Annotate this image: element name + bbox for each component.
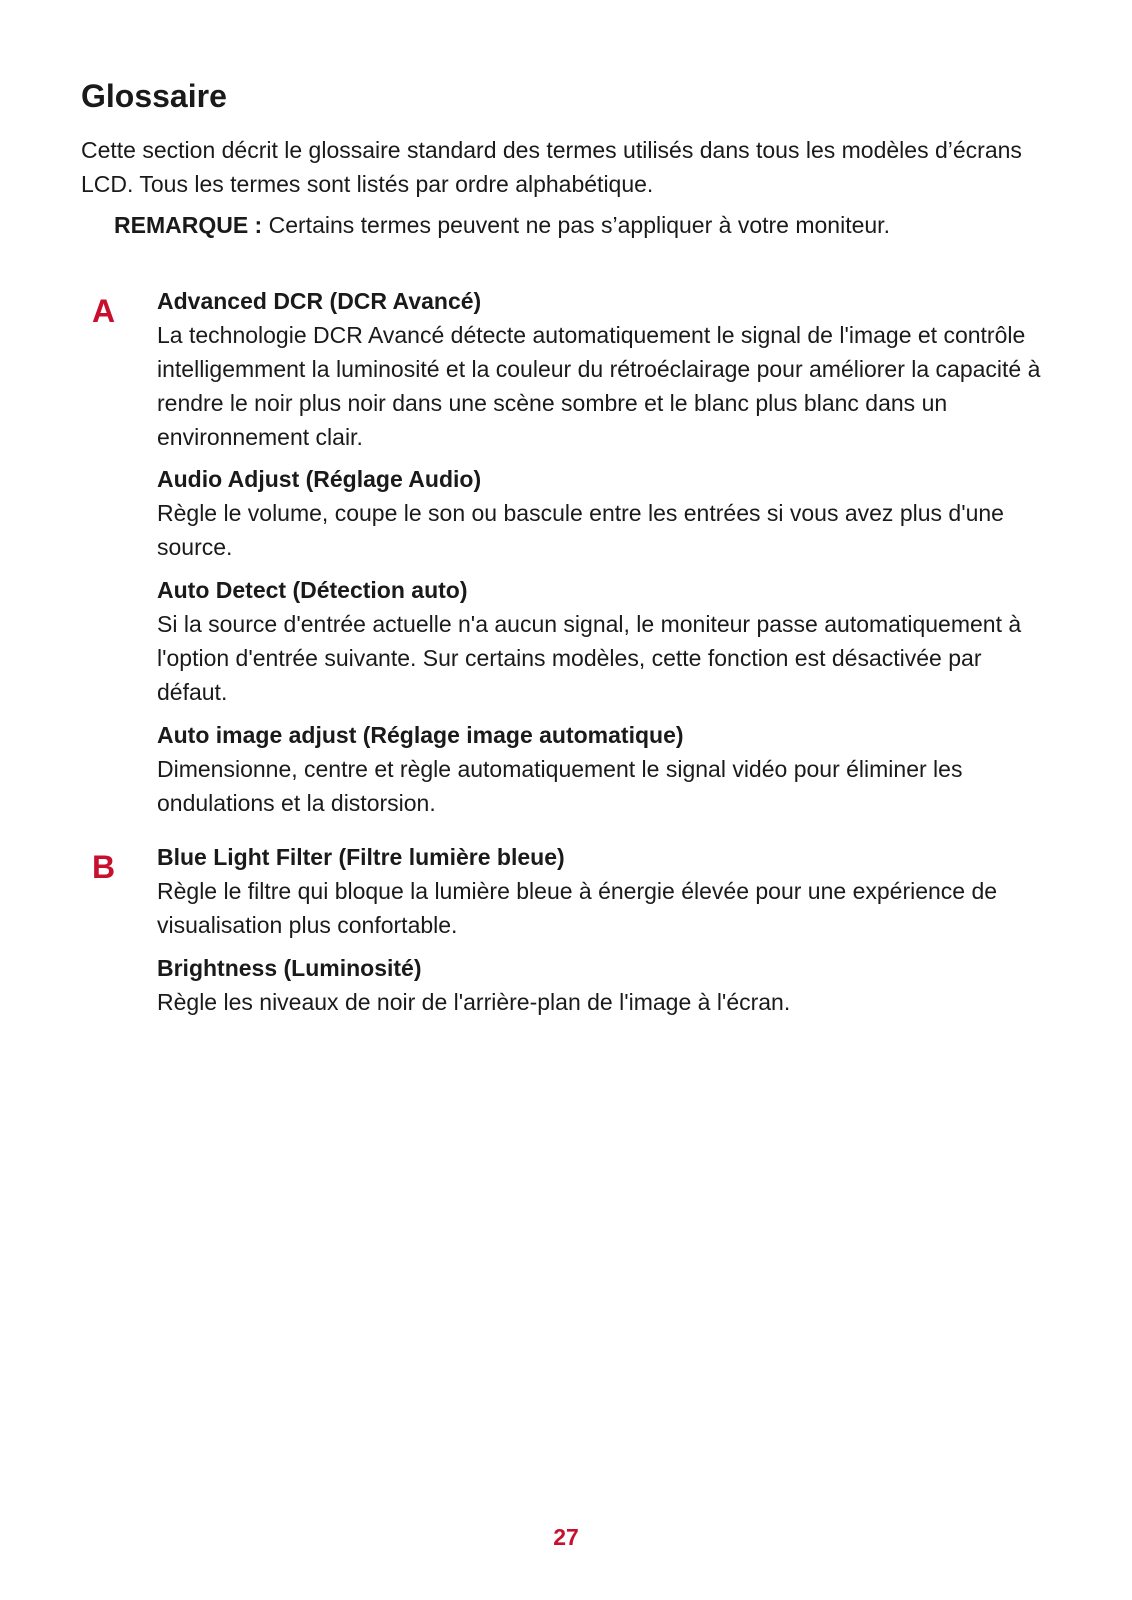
- term-title: Audio Adjust (Réglage Audio): [157, 466, 482, 492]
- term-description: Règle les niveaux de noir de l'arrière-plan de l'image à l'écran.: [157, 989, 791, 1015]
- section-letter-a: A: [92, 293, 116, 329]
- intro-paragraph: Cette section décrit le glossaire standard des termes utilisés dans tous les modèles d’écrans LCD. Tous les termes sont listés par ordre alphabétique.: [81, 137, 1022, 197]
- term-title: Auto image adjust (Réglage image automatique): [157, 722, 684, 748]
- section-letter-b: B: [92, 849, 116, 885]
- term-description: Si la source d'entrée actuelle n'a aucun signal, le moniteur passe automatiquement à l'option d'entrée suivante. Sur certains modèles, cette fonction est désactivée par défaut.: [157, 611, 1022, 705]
- note-text: Certains termes peuvent ne pas s’appliquer à votre moniteur.: [268, 212, 890, 238]
- glossary-term-auto-detect: [157, 573, 1047, 709]
- term-title: Advanced DCR (DCR Avancé): [157, 288, 482, 314]
- term-description: La technologie DCR Avancé détecte automatiquement le signal de l'image et contrôle intelligemment la luminosité et la couleur du rétroéclairage pour améliorer la capacité à rendre le noir plus noir dans une scène sombre et le blanc plus blanc dans un environnement clair.: [157, 322, 1041, 450]
- page-title: Glossaire: [81, 78, 227, 114]
- term-description: Règle le volume, coupe le son ou bascule entre les entrées si vous avez plus d'une source.: [157, 500, 1004, 560]
- term-description: Règle le filtre qui bloque la lumière bleue à énergie élevée pour une expérience de visualisation plus confortable.: [157, 878, 998, 938]
- term-description: Dimensionne, centre et règle automatiquement le signal vidéo pour éliminer les ondulations et la distorsion.: [157, 756, 963, 816]
- term-title: Auto Detect (Détection auto): [157, 577, 468, 603]
- page-number: 27: [553, 1524, 579, 1550]
- glossary-term-advanced-dcr: [157, 284, 1047, 454]
- note-label: REMARQUE :: [114, 212, 263, 238]
- glossary-term-auto-image-adjust: [157, 718, 1047, 820]
- note: [114, 208, 890, 242]
- glossary-term-blue-light-filter: [157, 840, 1047, 942]
- term-title: Blue Light Filter (Filtre lumière bleue): [157, 844, 565, 870]
- term-title: Brightness (Luminosité): [157, 955, 422, 981]
- glossary-term-audio-adjust: [157, 462, 1047, 564]
- glossary-term-brightness: [157, 951, 1047, 1019]
